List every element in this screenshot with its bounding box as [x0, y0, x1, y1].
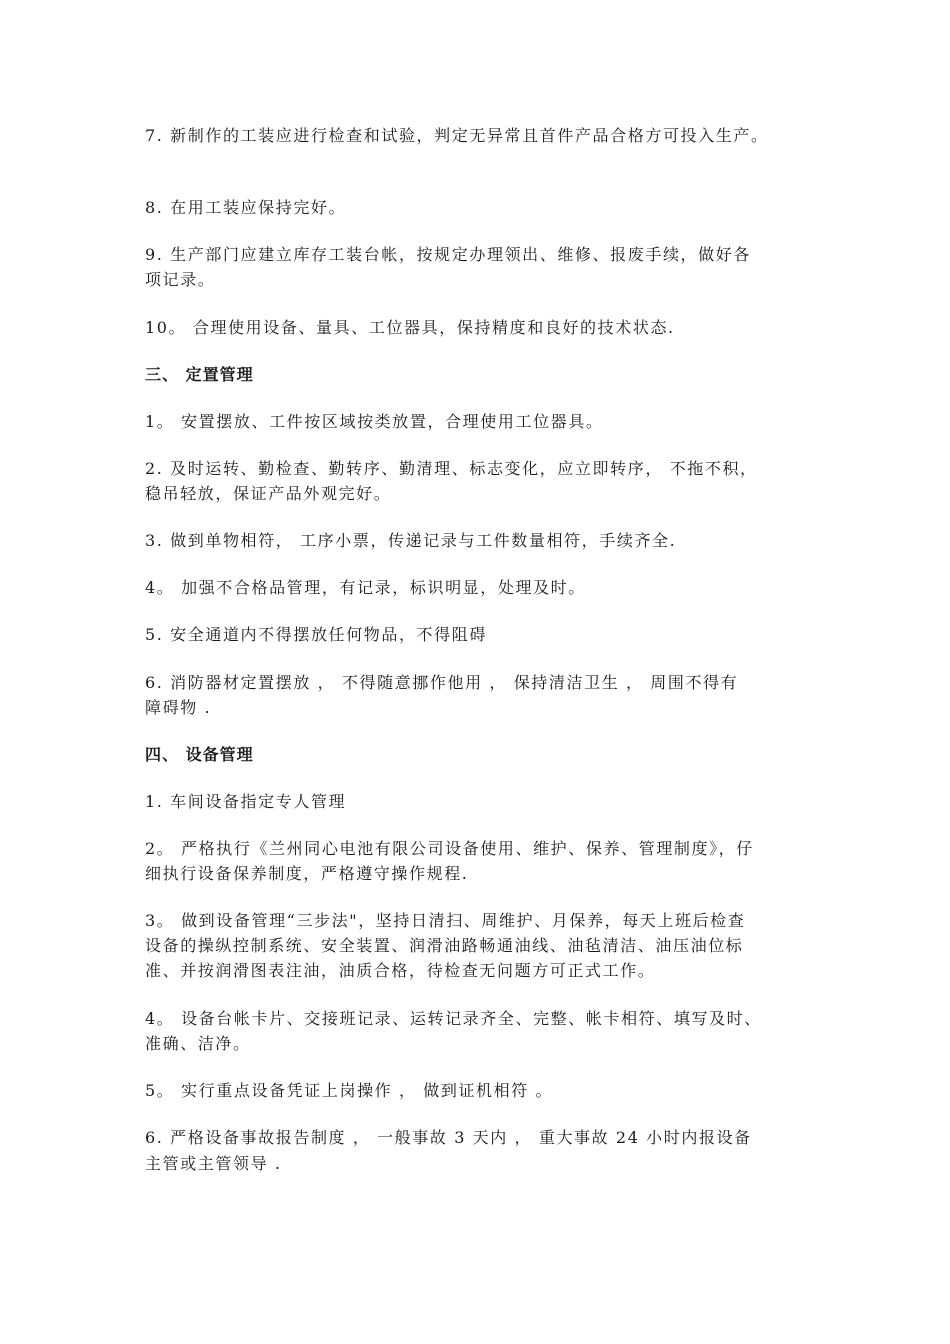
text-line-s3-item-5: 5. 安全通道内不得摆放任何物品，不得阻碍: [145, 625, 487, 644]
text-line-s4-item-3-cont-1: 设备的操纵控制系统、安全装置、润滑油路畅通油线、油毡清洁、油压油位标: [145, 936, 744, 955]
text-line-item-10: 10。 合理使用设备、量具、工位器具，保持精度和良好的技术状态.: [145, 318, 675, 337]
text-line-s4-item-6: 6. 严格设备事故报告制度 ， 一般事故 3 天内 ， 重大事故 24 小时内报设备: [145, 1128, 752, 1147]
text-line-s3-item-2: 2. 及时运转、勤检查、勤转序、勤清理、标志变化，应立即转序， 不拖不积，: [145, 459, 758, 478]
text-line-s4-item-1: 1. 车间设备指定专人管理: [145, 792, 347, 811]
text-line-s4-item-6-cont: 主管或主管领导 .: [145, 1154, 282, 1173]
text-line-s4-item-4-cont: 准确、洁净。: [145, 1034, 251, 1053]
text-line-item-9-cont: 项记录。: [145, 270, 216, 289]
section-heading-4: 四、 设备管理: [145, 745, 254, 764]
text-line-s4-item-4: 4。 设备台帐卡片、交接班记录、运转记录齐全、完整、帐卡相符、填写及时、: [145, 1009, 762, 1028]
text-line-s3-item-6-cont: 障碍物 .: [145, 698, 212, 717]
text-line-s3-item-2-cont: 稳吊轻放，保证产品外观完好。: [145, 484, 392, 503]
text-line-s4-item-2: 2。 严格执行《兰州同心电池有限公司设备使用、维护、保养、管理制度》，仔: [145, 839, 754, 858]
text-line-item-7: 7. 新制作的工装应进行检查和试验，判定无异常且首件产品合格方可投入生产。: [145, 126, 769, 145]
text-line-s3-item-6: 6. 消防器材定置摆放 ， 不得随意挪作他用 ， 保持清洁卫生 ， 周围不得有: [145, 673, 739, 692]
text-line-s3-item-3: 3. 做到单物相符， 工序小票，传递记录与工件数量相符，手续齐全.: [145, 531, 677, 550]
text-line-item-8: 8. 在用工装应保持完好。: [145, 198, 347, 217]
text-line-s4-item-3: 3。 做到设备管理“三步法"，坚持日清扫、周维护、月保养，每天上班后检查: [145, 911, 746, 930]
text-line-s3-item-4: 4。 加强不合格品管理，有记录，标识明显，处理及时。: [145, 578, 586, 597]
text-line-s3-item-1: 1。 安置摆放、工件按区域按类放置，合理使用工位器具。: [145, 412, 604, 431]
text-line-s4-item-2-cont: 细执行设备保养制度，严格遵守操作规程.: [145, 864, 469, 883]
text-line-s4-item-5: 5。 实行重点设备凭证上岗操作 ， 做到证机相符 。: [145, 1081, 554, 1100]
section-heading-3: 三、 定置管理: [145, 365, 254, 384]
text-line-item-9: 9. 生产部门应建立库存工装台帐，按规定办理领出、维修、报废手续，做好各: [145, 245, 751, 264]
text-line-s4-item-3-cont-2: 准、并按润滑图表注油，油质合格，待检查无问题方可正式工作。: [145, 961, 656, 980]
